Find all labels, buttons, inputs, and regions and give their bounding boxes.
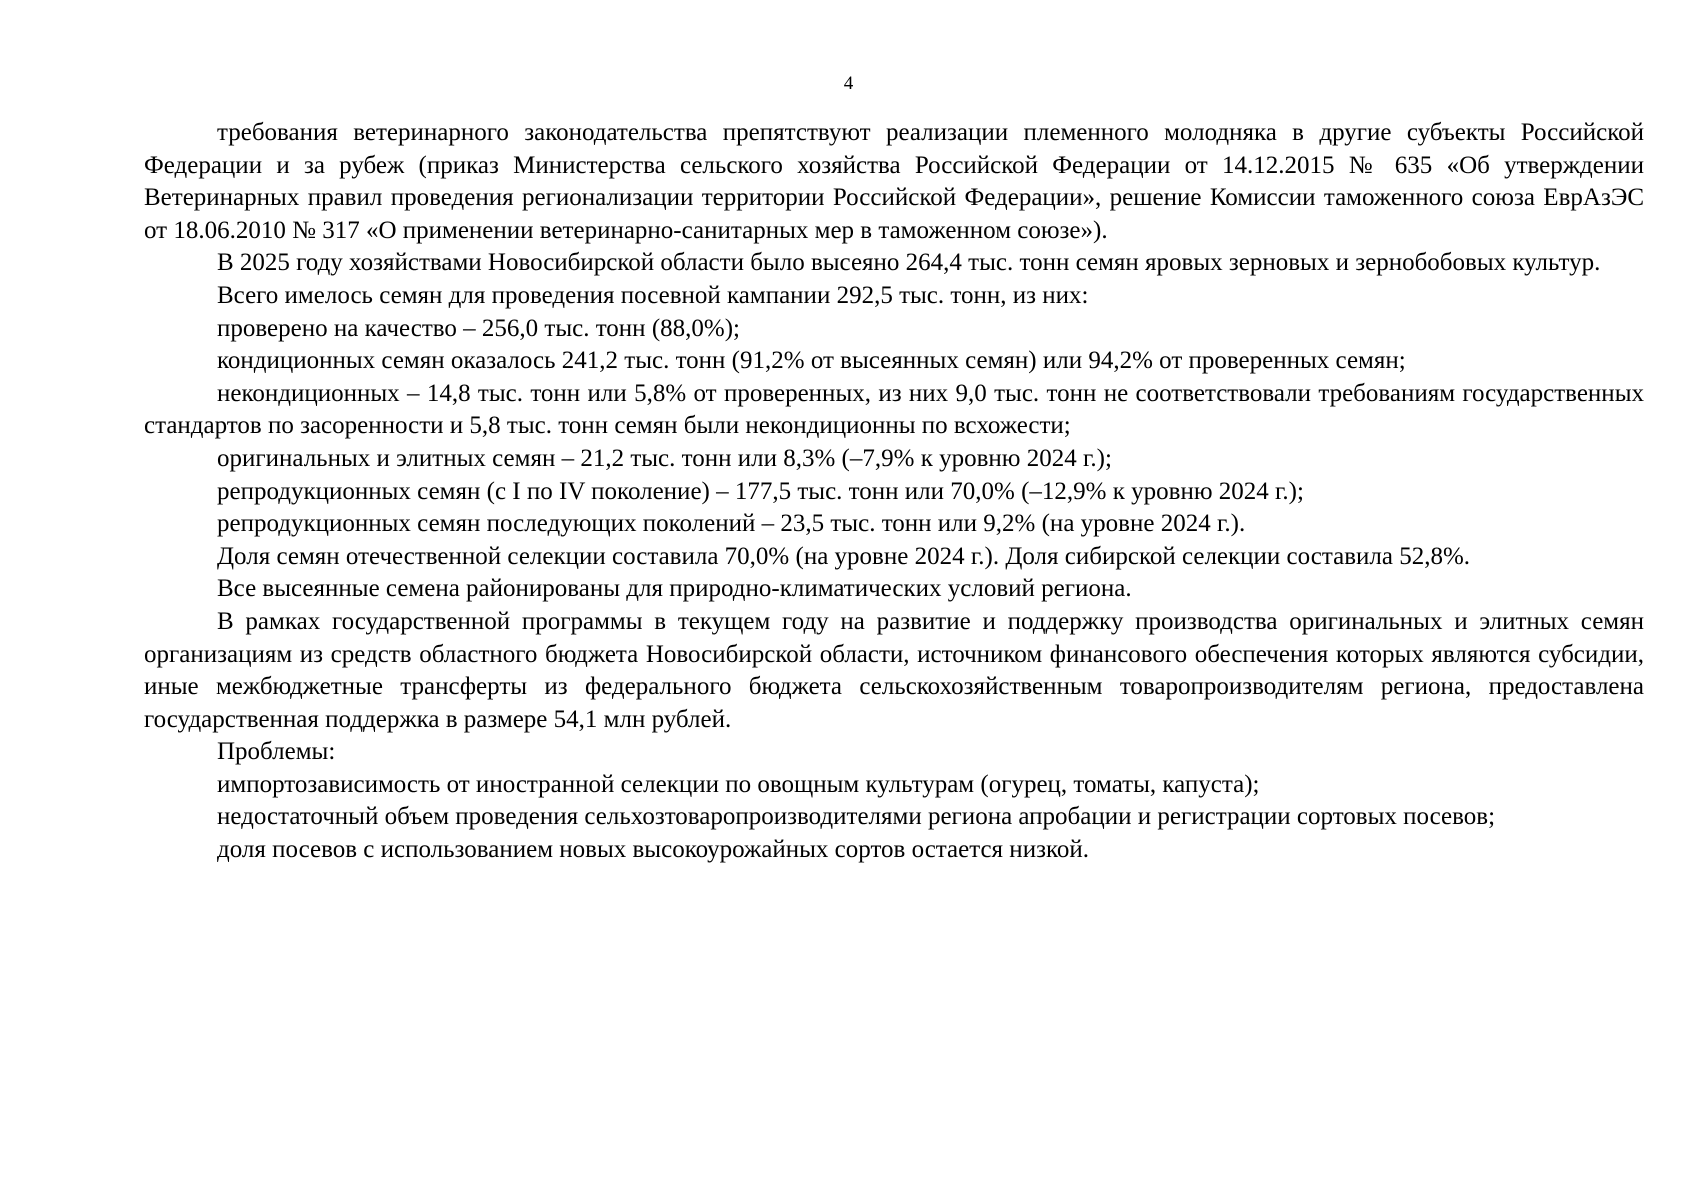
list-item-import-dependence: импортозависимость от иностранной селекции по овощным культурам (огурец, томаты, капуста); bbox=[217, 770, 1260, 798]
list-item-insufficient-approbation: недостаточный объем проведения сельхозтоваропроизводителями региона апробации и регистрации сортовых посевов; bbox=[217, 803, 1496, 831]
page-number: 4 bbox=[843, 73, 854, 94]
list-item-non-conditioned-seeds: некондиционных – 14,8 тыс. тонн или 5,8% от проверенных, из них 9,0 тыс. тонн не соответствовали требованиям государственных стандартов по засоренности и 5,8 тыс. тонн семян были некондиционны по всхожести; bbox=[144, 379, 1644, 440]
paragraph-zoned-seeds: Все высеянные семена районированы для природно-климатических условий региона. bbox=[217, 575, 1132, 603]
paragraph-state-support: В рамках государственной программы в текущем году на развитие и поддержку производства оригинальных и элитных семян организациям из средств областного бюджета Новосибирской области, источником финансового обеспечения которых являются субсидии, иные межбюджетные трансферты из федерального бюджета сельскохозяйственным товаропроизводителям региона, предоставлена государственная поддержка в размере 54,1 млн рублей. bbox=[144, 607, 1644, 733]
paragraph-total-seeds: Всего имелось семян для проведения посевной кампании 292,5 тыс. тонн, из них: bbox=[217, 281, 1089, 309]
paragraph-problems-heading: Проблемы: bbox=[217, 738, 336, 766]
list-item-later-generation-seeds: репродукционных семян последующих поколений – 23,5 тыс. тонн или 9,2% (на уровне 2024 г.). bbox=[217, 510, 1246, 538]
list-item-quality-checked: проверено на качество – 256,0 тыс. тонн (88,0%); bbox=[217, 314, 740, 342]
paragraph-seeds-sown-2025: В 2025 году хозяйствами Новосибирской области было высеяно 264,4 тыс. тонн семян яровых зерновых и зернобобовых культур. bbox=[217, 249, 1601, 277]
list-item-reproduction-seeds: репродукционных семян (с I по IV поколение) – 177,5 тыс. тонн или 70,0% (–12,9% к уровню 2024 г.); bbox=[217, 477, 1304, 505]
list-item-original-elite-seeds: оригинальных и элитных семян – 21,2 тыс. тонн или 8,3% (–7,9% к уровню 2024 г.); bbox=[217, 444, 1112, 472]
paragraph-veterinary-requirements: требования ветеринарного законодательства препятствуют реализации племенного молодняка в другие субъекты Российской Федерации и за рубеж (приказ Министерства сельского хозяйства Российской Федерации от 14.12.2015 № 635 «Об утверждении Ветеринарных правил проведения регионализации территории Российской Федерации», решение Комиссии таможенного союза ЕврАзЭС от 18.06.2010 № 317 «О применении ветеринарно-санитарных мер в таможенном союзе»). bbox=[144, 119, 1644, 244]
document-body bbox=[144, 117, 1644, 867]
list-item-conditioned-seeds: кондиционных семян оказалось 241,2 тыс. тонн (91,2% от высеянных семян) или 94,2% от проверенных семян; bbox=[217, 347, 1406, 375]
list-item-low-share-new-varieties: доля посевов с использованием новых высокоурожайных сортов остается низкой. bbox=[217, 836, 1089, 864]
paragraph-domestic-selection-share: Доля семян отечественной селекции составила 70,0% (на уровне 2024 г.). Доля сибирской селекции составила 52,8%. bbox=[217, 542, 1471, 570]
